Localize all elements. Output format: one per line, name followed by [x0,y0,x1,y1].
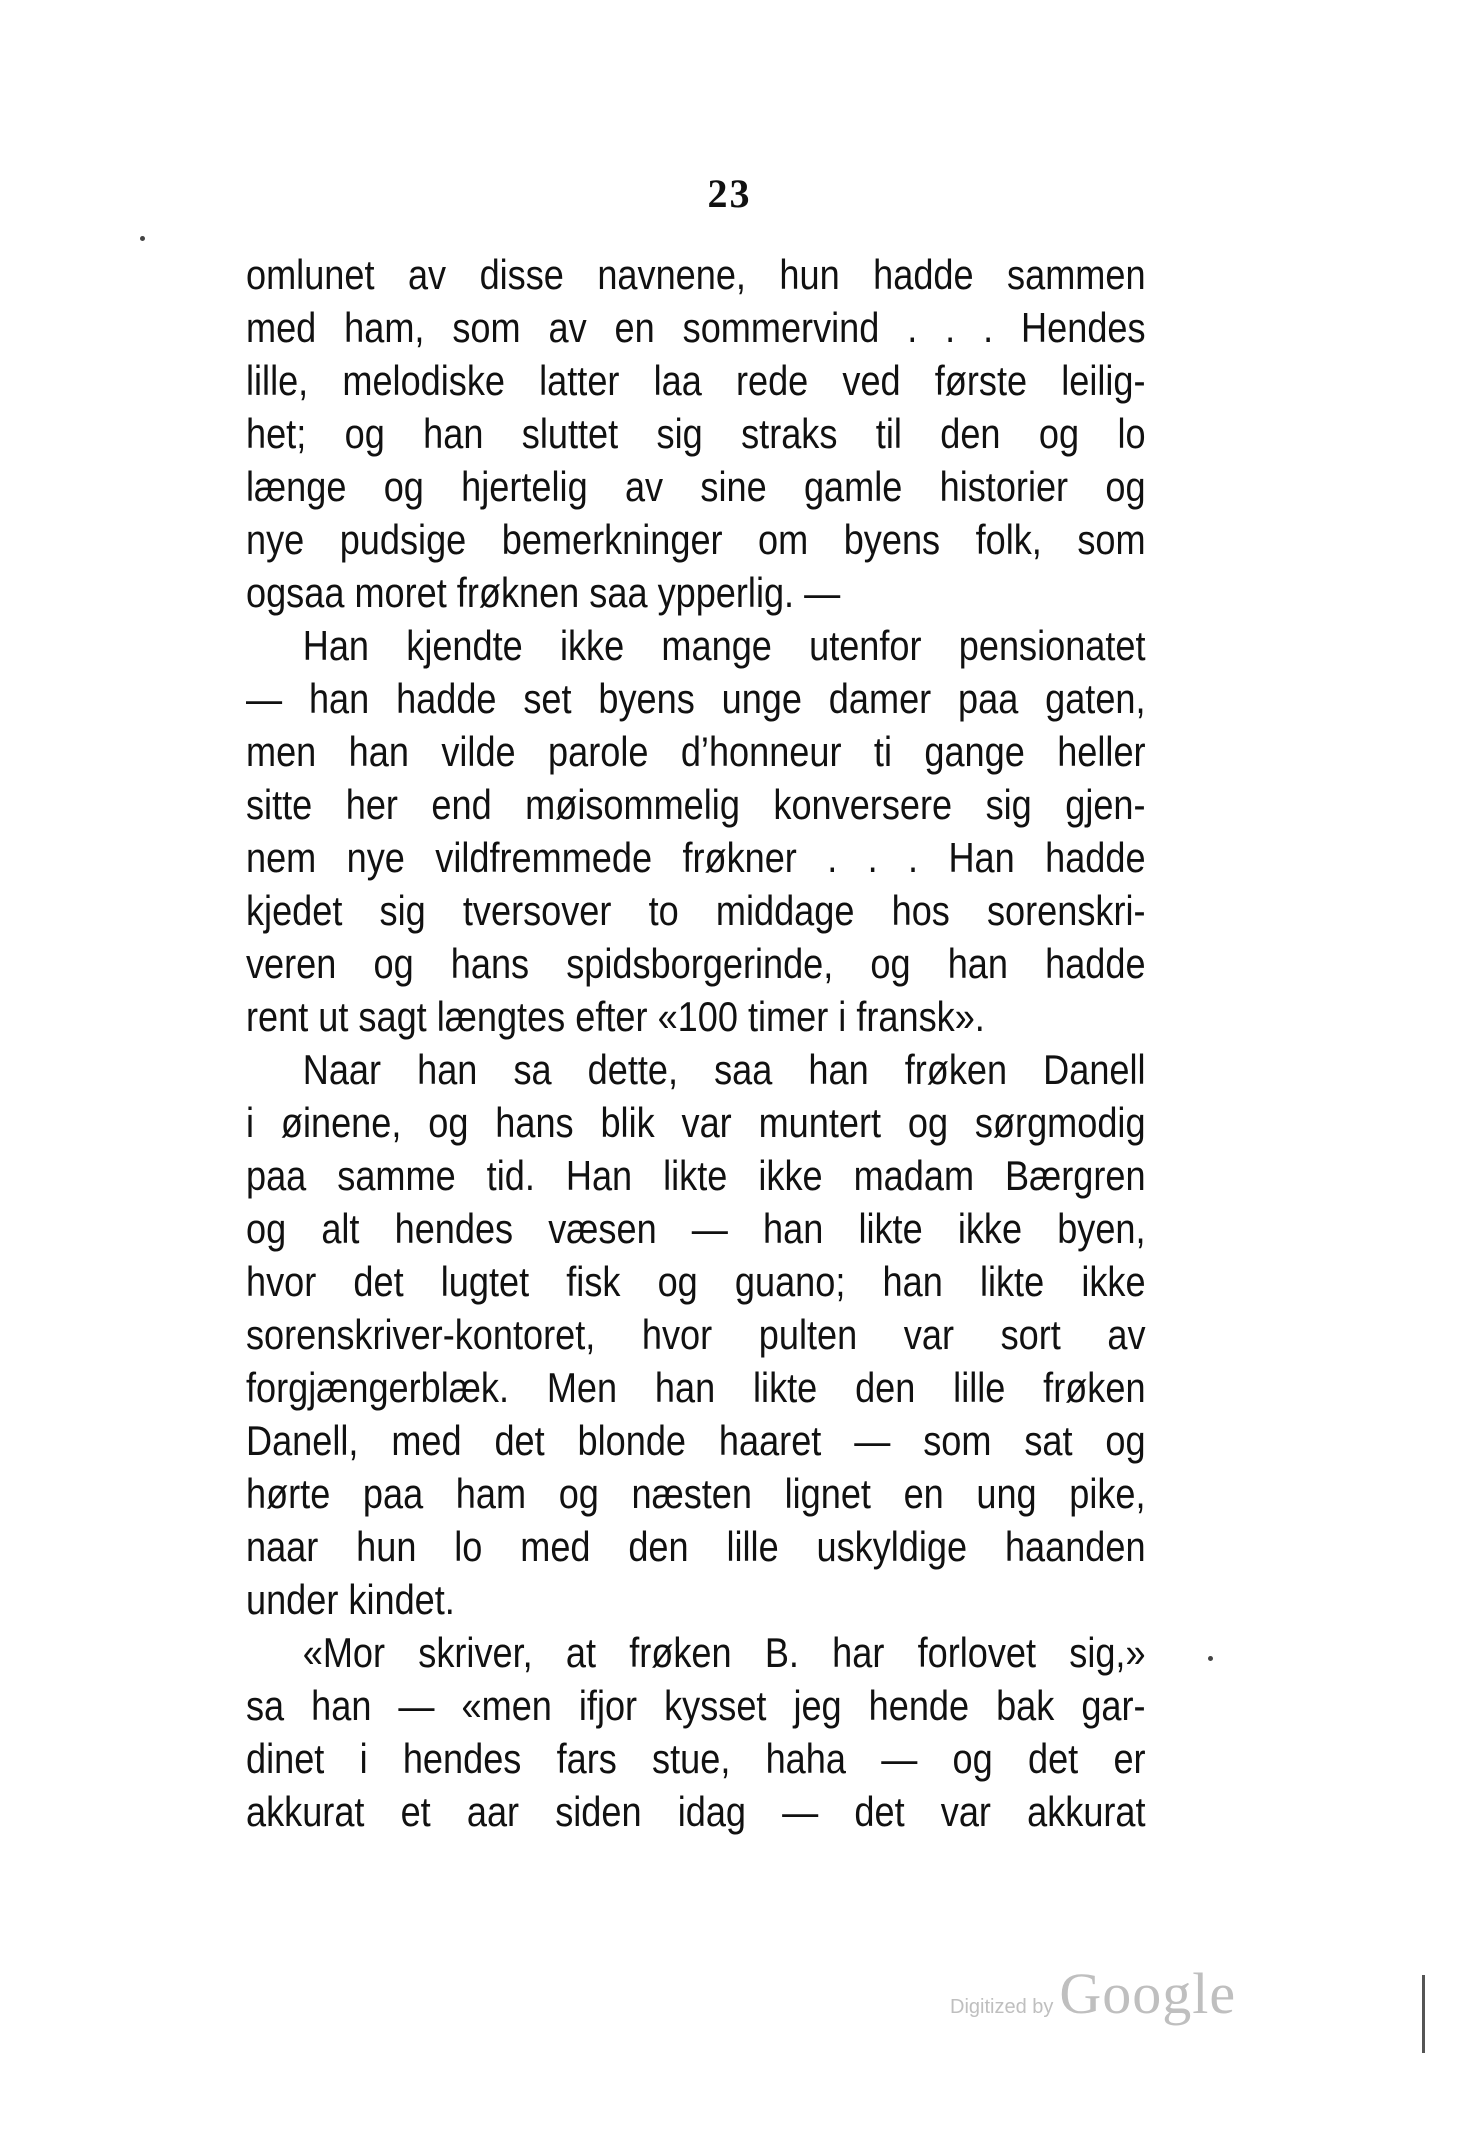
scan-speck [140,236,145,241]
text-line: og alt hendes væsen — han likte ikke byen, [246,1205,1146,1252]
page-number: 23 [707,171,752,216]
text-line: sitte her end møisommelig konversere sig gjen- [246,781,1146,828]
text-line: het; og han sluttet sig straks til den og lo [246,410,1146,457]
text-line: naar hun lo med den lille uskyldige haanden [246,1523,1146,1570]
paragraph-start: Naar han sa dette, saa han frøken Danell [302,1046,1146,1093]
paragraph-start: Han kjendte ikke mange utenfor pensionatet [302,622,1146,669]
text-line: Danell, med det blonde haaret — som sat og [246,1417,1146,1464]
text-line: dinet i hendes fars stue, haha — og det er [246,1735,1146,1782]
text-line: men han vilde parole d’honneur ti gange heller [246,728,1146,775]
text-line: — han hadde set byens unge damer paa gaten, [246,675,1146,722]
text-line: kjedet sig tversover to middage hos sorenskri- [246,887,1146,934]
text-line: omlunet av disse navnene, hun hadde sammen [246,251,1146,298]
text-line: forgjængerblæk. Men han likte den lille frøken [246,1364,1146,1411]
watermark-prefix: Digitized by [950,1996,1054,2018]
text-line: veren og hans spidsborgerinde, og han hadde [246,940,1146,987]
text-line: med ham, som av en sommervind . . . Hendes [246,304,1146,351]
text-line: sa han — «men ifjor kysset jeg hende bak gar- [246,1682,1146,1729]
text-line: nem nye vildfremmede frøkner . . . Han hadde [246,834,1146,881]
text-line: ogsaa moret frøknen saa ypperlig. — [246,569,841,616]
text-line: i øinene, og hans blik var muntert og sørgmodig [246,1099,1146,1146]
text-line: paa samme tid. Han likte ikke madam Bærgren [246,1152,1146,1199]
text-line: rent ut sagt længtes efter «100 timer i fransk». [246,993,985,1040]
paragraph-start: «Mor skriver, at frøken B. har forlovet sig,» [302,1629,1146,1676]
body-text [246,248,1146,1838]
google-logo: Google [1059,1961,1237,2026]
text-line: sorenskriver-kontoret, hvor pulten var sort av [246,1311,1146,1358]
text-line: længe og hjertelig av sine gamle historier og [246,463,1146,510]
text-line: akkurat et aar siden idag — det var akkurat [246,1788,1146,1835]
digitized-watermark [950,1960,1236,2030]
scan-speck [1208,1656,1213,1661]
text-line: under kindet. [246,1576,455,1623]
text-line: hørte paa ham og næsten lignet en ung pike, [246,1470,1146,1517]
text-line: nye pudsige bemerkninger om byens folk, som [246,516,1146,563]
text-line: lille, melodiske latter laa rede ved første leilig- [246,357,1146,404]
text-line: hvor det lugtet fisk og guano; han likte ikke [246,1258,1146,1305]
scan-edge-mark [1422,1975,1425,2053]
